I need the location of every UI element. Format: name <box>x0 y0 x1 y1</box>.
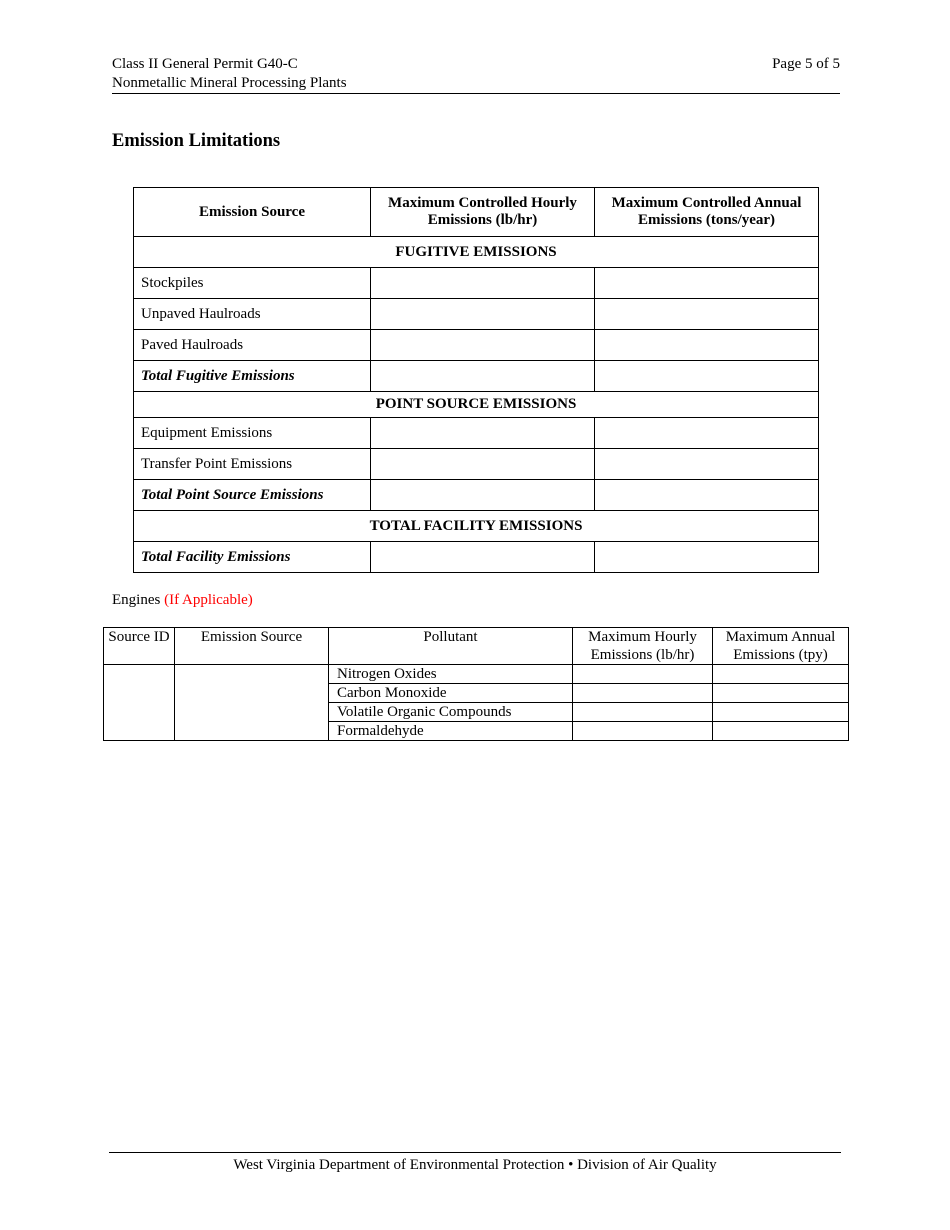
annual-cell[interactable] <box>713 722 849 741</box>
total-facility-label: Total Facility Emissions <box>134 542 371 573</box>
table-row <box>134 268 819 299</box>
annual-cell[interactable] <box>595 299 819 330</box>
total-point-source-label: Total Point Source Emissions <box>134 480 371 511</box>
hourly-cell[interactable] <box>573 684 713 703</box>
facility-heading: TOTAL FACILITY EMISSIONS <box>134 511 819 542</box>
row-label: Equipment Emissions <box>134 418 371 449</box>
pollutant-cell: Volatile Organic Compounds <box>329 703 573 722</box>
engines-label-line <box>112 591 253 610</box>
annual-cell[interactable] <box>713 665 849 684</box>
annual-cell[interactable] <box>595 542 819 573</box>
header-max-hourly: Maximum Hourly Emissions (lb/hr) <box>573 628 713 665</box>
table-row <box>134 330 819 361</box>
hourly-cell[interactable] <box>371 299 595 330</box>
annual-cell[interactable] <box>595 418 819 449</box>
table-row <box>134 361 819 392</box>
row-label: Transfer Point Emissions <box>134 449 371 480</box>
engines-table <box>103 627 849 741</box>
annual-cell[interactable] <box>595 449 819 480</box>
engines-note: (If Applicable) <box>164 592 253 608</box>
section-title: Emission Limitations <box>112 131 281 151</box>
source-id-cell[interactable] <box>104 665 175 741</box>
table-row <box>134 480 819 511</box>
annual-cell[interactable] <box>595 361 819 392</box>
header-pollutant: Pollutant <box>329 628 573 665</box>
permit-title: Class II General Permit G40-C <box>112 56 298 72</box>
header-max-annual: Maximum Annual Emissions (tpy) <box>713 628 849 665</box>
annual-cell[interactable] <box>595 330 819 361</box>
header-emission-source: Emission Source <box>134 188 371 237</box>
fugitive-heading: FUGITIVE EMISSIONS <box>134 237 819 268</box>
pollutant-cell: Carbon Monoxide <box>329 684 573 703</box>
row-label: Unpaved Haulroads <box>134 299 371 330</box>
header-annual-emissions: Maximum Controlled Annual Emissions (tons/year) <box>595 188 819 237</box>
page-footer: West Virginia Department of Environmental Protection • Division of Air Quality <box>109 1152 841 1175</box>
hourly-cell[interactable] <box>371 361 595 392</box>
hourly-cell[interactable] <box>371 418 595 449</box>
annual-cell[interactable] <box>595 268 819 299</box>
table-row <box>134 449 819 480</box>
header-emission-source: Emission Source <box>175 628 329 665</box>
fugitive-section-row <box>134 237 819 268</box>
header-source-id: Source ID <box>104 628 175 665</box>
page-number: Page 5 of 5 <box>772 56 840 72</box>
table-row <box>104 665 849 684</box>
row-label: Paved Haulroads <box>134 330 371 361</box>
hourly-cell[interactable] <box>573 665 713 684</box>
pollutant-cell: Nitrogen Oxides <box>329 665 573 684</box>
hourly-cell[interactable] <box>371 542 595 573</box>
header-hourly-emissions: Maximum Controlled Hourly Emissions (lb/hr) <box>371 188 595 237</box>
annual-cell[interactable] <box>713 703 849 722</box>
permit-subtitle: Nonmetallic Mineral Processing Plants <box>112 75 347 91</box>
annual-cell[interactable] <box>595 480 819 511</box>
point-source-heading: POINT SOURCE EMISSIONS <box>134 392 819 418</box>
page-header <box>112 55 840 94</box>
engines-label: Engines <box>112 592 161 608</box>
engines-header-row <box>104 628 849 665</box>
emission-source-cell[interactable] <box>175 665 329 741</box>
table-header-row <box>134 188 819 237</box>
hourly-cell[interactable] <box>573 703 713 722</box>
pollutant-cell: Formaldehyde <box>329 722 573 741</box>
facility-section-row <box>134 511 819 542</box>
emission-limitations-table <box>133 187 819 573</box>
row-label: Stockpiles <box>134 268 371 299</box>
hourly-cell[interactable] <box>573 722 713 741</box>
hourly-cell[interactable] <box>371 449 595 480</box>
table-row <box>134 418 819 449</box>
annual-cell[interactable] <box>713 684 849 703</box>
table-row <box>134 542 819 573</box>
total-fugitive-label: Total Fugitive Emissions <box>134 361 371 392</box>
table-row <box>134 299 819 330</box>
hourly-cell[interactable] <box>371 480 595 511</box>
hourly-cell[interactable] <box>371 268 595 299</box>
point-source-section-row <box>134 392 819 418</box>
hourly-cell[interactable] <box>371 330 595 361</box>
